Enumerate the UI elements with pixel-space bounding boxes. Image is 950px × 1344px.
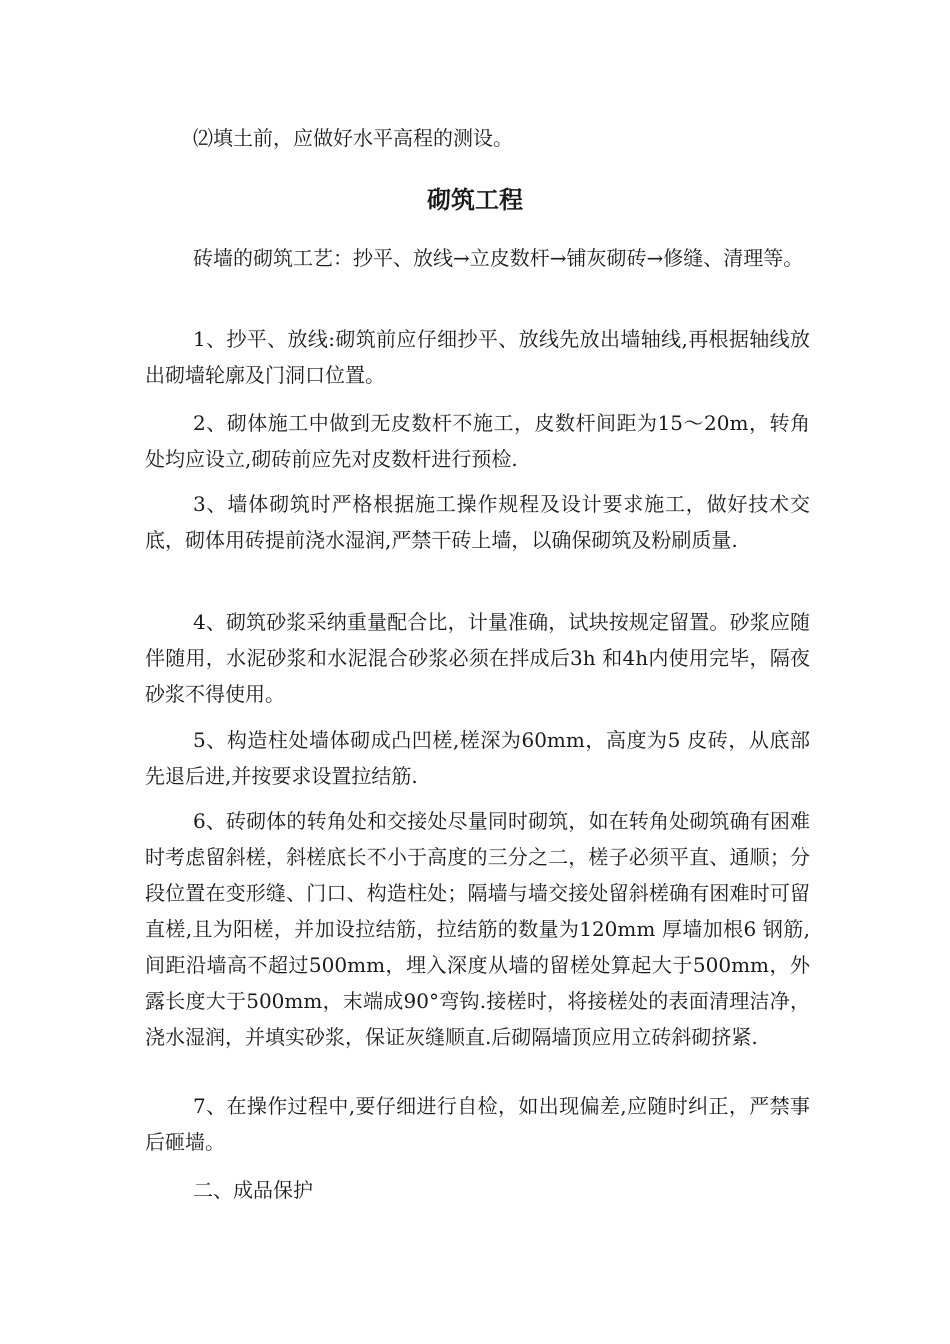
paragraph-item-1: 1、抄平、放线:砌筑前应仔细抄平、放线先放出墙轴线,再根据轴线放出砌墙轮廓及门洞口位置。 [145,327,810,387]
subsection-heading: 二、成品保护 [193,1178,313,1202]
paragraph-item-2: 2、砌体施工中做到无皮数杆不施工，皮数杆间距为15～20m，转角处均应设立,砌砖前应先对皮数杆进行预检. [145,411,810,471]
paragraph-item-5: 5、构造柱处墙体砌成凸凹槎,槎深为60mm，高度为5 皮砖，从底部先退后进,并按要求设置拉结筋. [145,728,810,788]
paragraph-item-3: 3、墙体砌筑时严格根据施工操作规程及设计要求施工，做好技术交底，砌体用砖提前浇水湿润,严禁干砖上墙，以确保砌筑及粉刷质量. [145,492,810,552]
section-title: 砌筑工程 [427,186,523,214]
paragraph-item-7: 7、在操作过程中,要仔细进行自检，如出现偏差,应随时纠正，严禁事后砸墙。 [145,1094,810,1154]
paragraph-item-6: 6、砖砌体的转角处和交接处尽量同时砌筑，如在转角处砌筑确有困难时考虑留斜槎，斜槎底长不小于高度的三分之二，槎子必须平直、通顺；分段位置在变形缝、门口、构造柱处；隔墙与墙交接处留斜槎确有困难时可留直槎,且为阳槎，并加设拉结筋，拉结筋的数量为120mm 厚墙加根6 钢筋,间距沿墙高不超过500mm，埋入深度从墙的留槎处算起大于500mm，外露长度大于500mm，末端成90°弯钩.接槎时，将接槎处的表面清理洁净，浇水湿润，并填实砂浆，保证灰缝顺直.后砌隔墙顶应用立砖斜砌挤紧. [145,809,810,1049]
intro-line: ⑵填土前，应做好水平高程的测设。 [193,126,513,150]
paragraph-process: 砖墙的砌筑工艺：抄平、放线→立皮数杆→铺灰砌砖→修缝、清理等。 [193,246,804,270]
paragraph-item-4: 4、砌筑砂浆采纳重量配合比，计量准确，试块按规定留置。砂浆应随伴随用，水泥砂浆和水泥混合砂浆必须在拌成后3h 和4h内使用完毕，隔夜砂浆不得使用。 [145,610,810,706]
